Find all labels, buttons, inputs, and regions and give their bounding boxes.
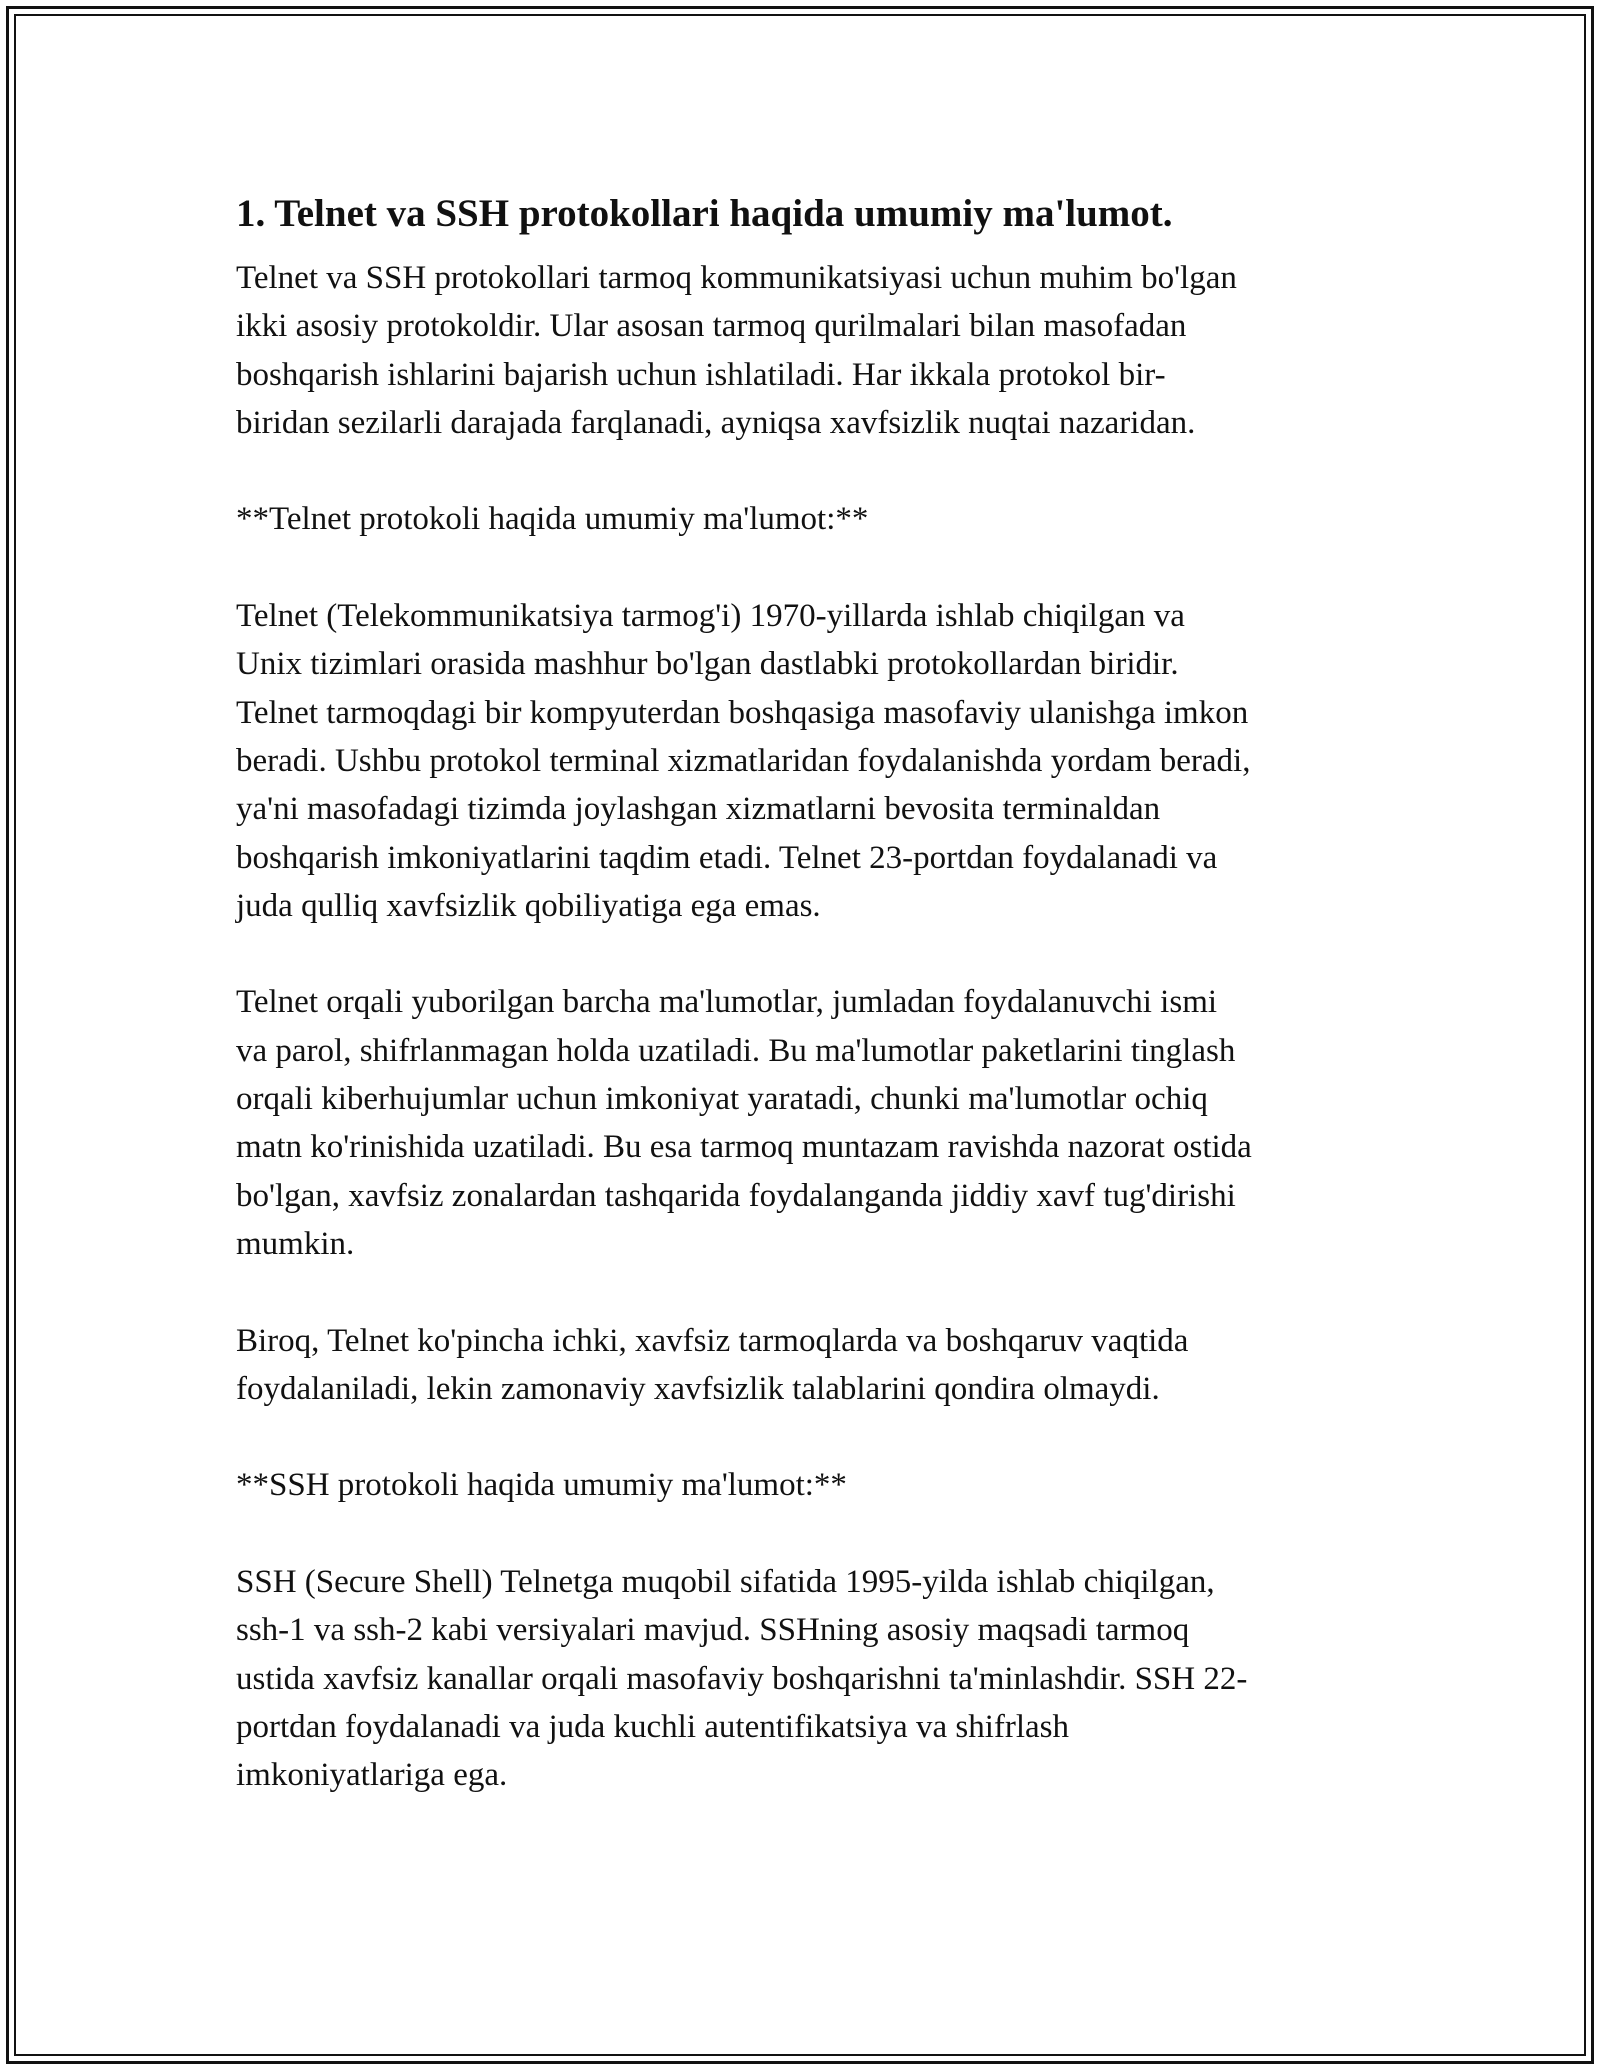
paragraph-ssh-heading <box>236 1461 1366 1509</box>
text-line: Telnet orqali yuborilgan barcha ma'lumotlar, jumladan foydalanuvchi ismi <box>236 984 1218 1021</box>
text-line: **SSH protokoli haqida umumiy ma'lumot:** <box>236 1467 847 1504</box>
text-line: boshqarish ishlarini bajarish uchun ishlatiladi. Har ikkala protokol bir- <box>236 356 1166 393</box>
text-line: ya'ni masofadagi tizimda joylashgan xizmatlarni bevosita terminaldan <box>236 791 1161 828</box>
text-line: biridan sezilarli darajada farqlanadi, ayniqsa xavfsizlik nuqtai nazaridan. <box>236 404 1196 441</box>
text-line: beradi. Ushbu protokol terminal xizmatlaridan foydalanishda yordam beradi, <box>236 742 1251 779</box>
text-line: matn ko'rinishida uzatiladi. Bu esa tarmoq muntazam ravishda nazorat ostida <box>236 1129 1252 1166</box>
text-line: **Telnet protokoli haqida umumiy ma'lumot:** <box>236 501 869 538</box>
text-line: juda qulliq xavfsizlik qobiliyatiga ega emas. <box>236 887 821 924</box>
text-line: Telnet tarmoqdagi bir kompyuterdan boshqasiga masofaviy ulanishga imkon <box>236 694 1249 731</box>
text-line: imkoniyatlariga ega. <box>236 1757 508 1794</box>
text-line: Telnet (Telekommunikatsiya tarmog'i) 1970-yillarda ishlab chiqilgan va <box>236 598 1185 635</box>
text-line: orqali kiberhujumlar uchun imkoniyat yaratadi, chunki ma'lumotlar ochiq <box>236 1081 1208 1118</box>
document-heading: 1. Telnet va SSH protokollari haqida umumiy ma'lumot. <box>236 192 1173 235</box>
text-line: ikki asosiy protokoldir. Ular asosan tarmoq qurilmalari bilan masofadan <box>236 308 1187 345</box>
text-line: va parol, shifrlanmagan holda uzatiladi. Bu ma'lumotlar paketlarini tinglash <box>236 1032 1236 1069</box>
text-line: boshqarish imkoniyatlarini taqdim etadi. Telnet 23-portdan foydalanadi va <box>236 839 1218 876</box>
text-line: Telnet va SSH protokollari tarmoq kommunikatsiyasi uchun muhim bo'lgan <box>236 260 1237 296</box>
paragraph-telnet-usage <box>236 1317 1366 1414</box>
text-line: SSH (Secure Shell) Telnetga muqobil sifatida 1995-yilda ishlab chiqilgan, <box>236 1564 1215 1601</box>
paragraph-telnet-security <box>236 978 1366 1268</box>
text-line: Biroq, Telnet ko'pincha ichki, xavfsiz tarmoqlarda va boshqaruv vaqtida <box>236 1322 1189 1359</box>
text-line: portdan foydalanadi va juda kuchli autentifikatsiya va shifrlash <box>236 1708 1069 1745</box>
paragraph-intro <box>236 254 1366 447</box>
paragraph-telnet-heading <box>236 495 1366 543</box>
paragraph-telnet-overview <box>236 592 1366 930</box>
text-line: foydalaniladi, lekin zamonaviy xavfsizlik talablarini qondira olmaydi. <box>236 1370 1160 1407</box>
text-line: mumkin. <box>236 1225 355 1262</box>
text-line: bo'lgan, xavfsiz zonalardan tashqarida foydalanganda jiddiy xavf tug'dirishi <box>236 1177 1236 1214</box>
document-content <box>236 186 1366 1848</box>
paragraph-ssh-overview <box>236 1558 1366 1799</box>
text-line: ssh-1 va ssh-2 kabi versiyalari mavjud. SSHning asosiy maqsadi tarmoq <box>236 1612 1190 1649</box>
text-line: ustida xavfsiz kanallar orqali masofaviy boshqarishni ta'minlashdir. SSH 22- <box>236 1660 1248 1697</box>
text-line: Unix tizimlari orasida mashhur bo'lgan dastlabki protokollardan biridir. <box>236 646 1179 683</box>
